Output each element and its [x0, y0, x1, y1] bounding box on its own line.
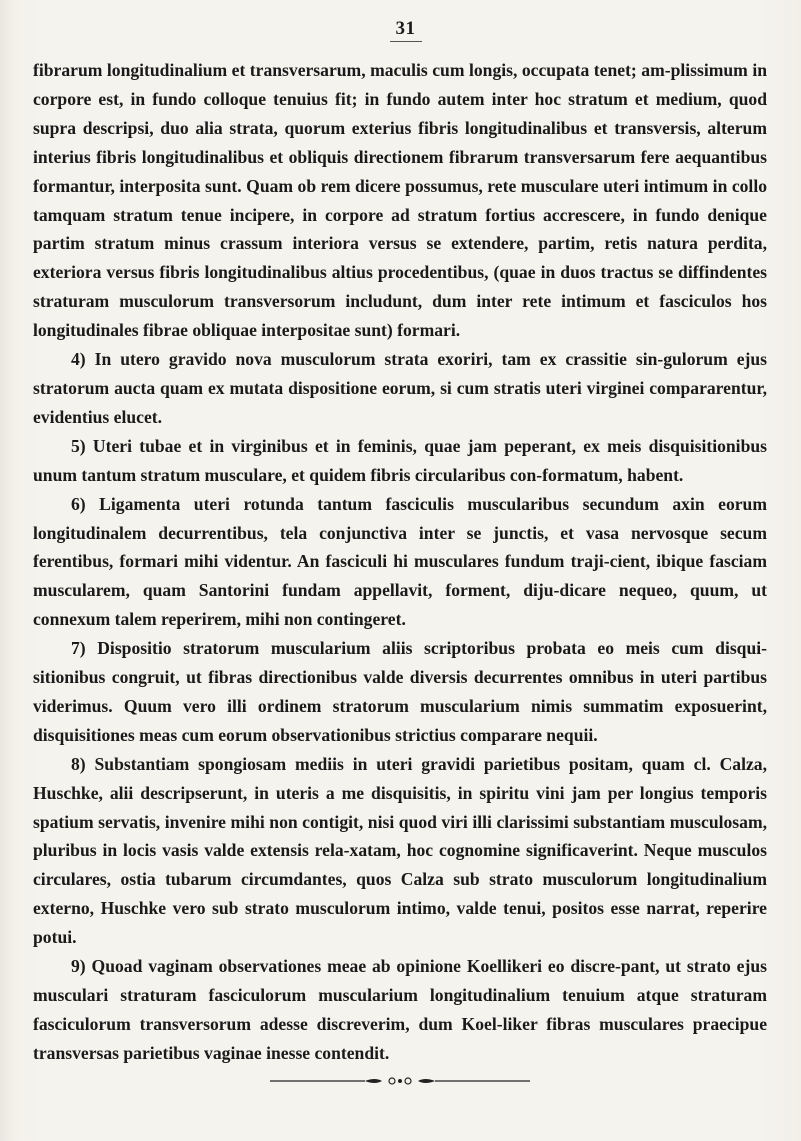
page-number: [0, 18, 801, 42]
body-text: [33, 56, 767, 1068]
page-number-text: 31: [390, 18, 422, 42]
paragraph-6: 6) Ligamenta uteri rotunda tantum fasciculis muscularibus secundum axin eorum longitudinalem decurrentibus, tela conjunctiva inter se junctis, et vasa nervosque secum ferentibus, formari mihi videntur. An fasciculi hi musculares fundum traji-cient, ibique fasciam muscularem, quam Santorini fundam appellavit, forment, diju-dicare nequeo, quum, ut connexum talem reperirem, mihi non contingeret.: [33, 493, 767, 630]
paragraph-4: 4) In utero gravido nova musculorum strata exoriri, tam ex crassitie sin-gulorum ejus stratorum aucta quam ex mutata dispositione eorum, si cum stratis uteri virginei compararentur, evidentius elucet.: [33, 349, 767, 427]
paragraph-intro: fibrarum longitudinalium et transversarum, maculis cum longis, occupata tenet; am-plissimum in corpore est, in fundo colloque tenuius fit; in fundo autem inter hoc stratum et medium, quod supra descripsi, duo alia strata, quorum exterius fibris longitudinalibus et transversis, alterum interius fibris longitudinalibus et obliquis directionem fibrarum transversarum fere aequantibus formantur, interposita sunt. Quam ob rem dicere possumus, rete musculare uteri intimum in collo tamquam stratum tenue incipere, in corpore ad stratum fortius accrescere, in fundo denique partim stratum minus crassum interiora versus se extendere, partim, retis natura perdita, exteriora versus fibris longitudinalibus altius procedentibus, (quae in duos tractus se diffindentes straturam musculorum transversorum includunt, dum inter rete intimum et fasciculos hos longitudinales fibrae obliquae interpositae sunt) formari.: [33, 60, 767, 341]
paragraph-9: 9) Quoad vaginam observationes meae ab opinione Koellikeri eo discre-pant, ut strato ejus musculari straturam fasciculorum muscularium longitudinalium tenuium atque straturam fasciculorum transversorum adesse discreverim, dum Koel-liker fibras musculares praecipue transversas parietibus vaginae inesse contendit.: [33, 956, 767, 1063]
tailpiece-ornament-icon: [270, 1076, 530, 1086]
paragraph-8: 8) Substantiam spongiosam mediis in uteri gravidi parietibus positam, quam cl. Calza, Huschke, alii descripserunt, in uteris a me disquisitis, in spiritu vini jam per longius temporis spatium servatis, invenire mihi non contigit, nisi quod viri illi clarissimi substantiam musculosam, pluribus in locis vasis valde extensis rela-xatam, hoc cognomine significaverint. Neque musculos circulares, ostia tubarum circumdantes, quos Calza sub strato musculorum longitudinalium externo, Huschke vero sub strato musculorum intimo, valde tenui, positos esse narrat, reperire potui.: [33, 753, 767, 948]
paragraph-7: 7) Dispositio stratorum muscularium aliis scriptoribus probata eo meis cum disqui-sitionibus congruit, ut fibras directionibus valde diversis decurrentes omnibus in uteri partibus viderimus. Quum vero illi ordinem stratorum muscularium nimis summatim exposuerint, disquisitiones meas cum eorum observationibus strictius comparare nequii.: [33, 638, 767, 745]
paragraph-5: 5) Uteri tubae et in virginibus et in feminis, quae jam peperant, ex meis disquisitionibus unum tantum stratum musculare, et quidem fibris circularibus con-formatum, habent.: [33, 435, 767, 485]
